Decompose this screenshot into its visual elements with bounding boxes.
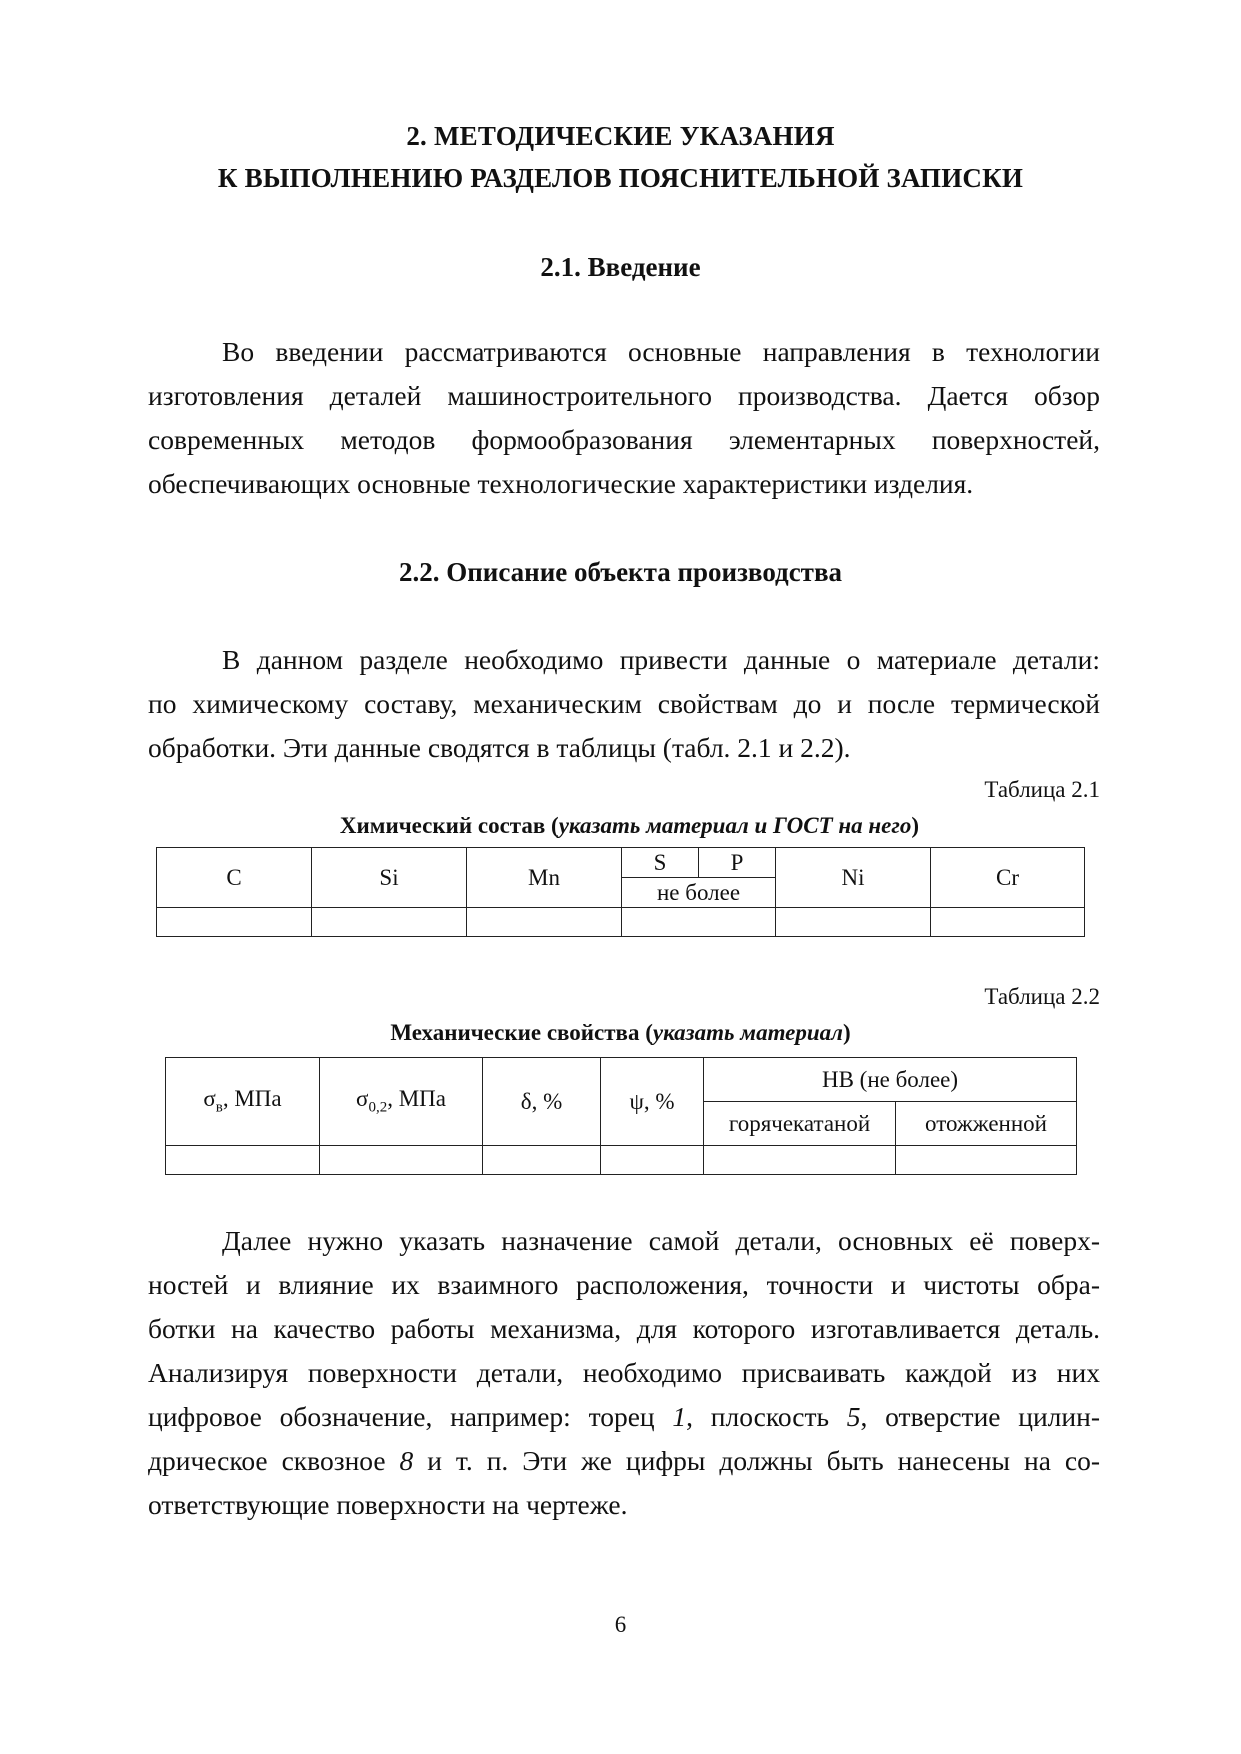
header-cell-cr: Cr [931, 848, 1085, 908]
surface-number: 8 [399, 1445, 414, 1476]
paragraph-closing [148, 1219, 1100, 1527]
paragraph-line: Далее нужно указать назначение самой детали, основных её поверх- [222, 1225, 1100, 1256]
table-cell [312, 908, 467, 937]
table-cell [931, 908, 1085, 937]
table1-title [0, 812, 1241, 840]
table-row [166, 1146, 1077, 1175]
header-cell-psi: ψ, % [601, 1058, 704, 1146]
paragraph-introduction [148, 330, 1100, 506]
table-row [157, 908, 1085, 937]
table2-title-text: Механические свойства ( [390, 1020, 653, 1045]
header-cell-sigma-b: $\sigma_в$, МПа [166, 1058, 320, 1146]
paragraph-line: Во введении рассматриваются основные направления в технологии [222, 336, 1100, 367]
paragraph-line: Анализируя поверхности детали, необходимо присваивать каждой из них [148, 1357, 1100, 1388]
table1-title-text: Химический состав ( [339, 813, 559, 838]
table-cell [483, 1146, 601, 1175]
chapter-heading-line2: К ВЫПОЛНЕНИЮ РАЗДЕЛОВ ПОЯСНИТЕЛЬНОЙ ЗАПИСКИ [217, 163, 1024, 193]
table-cell [157, 908, 312, 937]
header-cell-hb: НВ (не более) [704, 1058, 1077, 1102]
surface-number: 1 [672, 1401, 687, 1432]
paragraph-line: В данном разделе необходимо привести данные о материале детали: [222, 644, 1100, 675]
page-number: 6 [614, 1612, 627, 1637]
table2-title-end: ) [842, 1020, 851, 1045]
paragraph-line: цифровое обозначение, например: торец 1, плоскость 5, отверстие цилин- [148, 1401, 1100, 1432]
table-cell [601, 1146, 704, 1175]
chapter-heading [0, 115, 1241, 199]
paragraph-line: по химическому составу, механическим свойствам до и после термической [148, 688, 1100, 719]
header-cell-sigma-02: $\sigma_{0,2}$, МПа [320, 1058, 483, 1146]
header-cell-s: S [622, 848, 699, 878]
table-cell [896, 1146, 1077, 1175]
header-cell-hot-rolled: горячекатаной [704, 1102, 896, 1146]
table2-title-italic: указать материал [652, 1020, 843, 1045]
table-cell [776, 908, 931, 937]
header-cell-si: Si [312, 848, 467, 908]
table-cell [622, 908, 776, 937]
table1-title-end: ) [911, 813, 920, 838]
table-header-row [157, 848, 1085, 878]
header-cell-p: P [699, 848, 776, 878]
table-cell [704, 1146, 896, 1175]
header-cell-delta: δ, % [483, 1058, 601, 1146]
mechanical-properties-table [165, 1057, 1077, 1175]
paragraph-line: современных методов формообразования элементарных поверхностей, [148, 424, 1100, 455]
paragraph-line: дрическое сквозное 8 и т. п. Эти же цифры должны быть нанесены на со- [148, 1445, 1100, 1476]
paragraph-object [148, 638, 1100, 770]
table-header-row [166, 1058, 1077, 1102]
section-title-object: 2.2. Описание объекта производства [398, 557, 843, 587]
header-cell-annealed: отожженной [896, 1102, 1077, 1146]
chemical-composition-table [156, 847, 1085, 937]
header-cell-c: C [157, 848, 312, 908]
paragraph-line: обработки. Эти данные сводятся в таблицы (табл. 2.1 и 2.2). [148, 732, 851, 763]
paragraph-line: изготовления деталей машиностроительного производства. Дается обзор [148, 380, 1100, 411]
table1-number: Таблица 2.1 [984, 777, 1100, 802]
section-title-introduction: 2.1. Введение [540, 252, 701, 282]
header-cell-ni: Ni [776, 848, 931, 908]
paragraph-line: ботки на качество работы механизма, для которого изготавливается деталь. [148, 1313, 1100, 1344]
table-cell [467, 908, 622, 937]
header-cell-max: не более [622, 878, 776, 908]
table-cell [166, 1146, 320, 1175]
table-cell [320, 1146, 483, 1175]
paragraph-line: ответствующие поверхности на чертеже. [148, 1489, 628, 1520]
header-cell-mn: Mn [467, 848, 622, 908]
paragraph-line: ностей и влияние их взаимного расположения, точности и чистоты обра- [148, 1269, 1100, 1300]
table2-title [0, 1019, 1241, 1047]
table2-number: Таблица 2.2 [984, 984, 1100, 1009]
paragraph-line: обеспечивающих основные технологические характеристики изделия. [148, 468, 974, 499]
chapter-heading-line1: 2. МЕТОДИЧЕСКИЕ УКАЗАНИЯ [406, 121, 835, 151]
surface-number: 5 [846, 1401, 861, 1432]
table1-title-italic: указать материал и ГОСТ на него [558, 813, 912, 838]
